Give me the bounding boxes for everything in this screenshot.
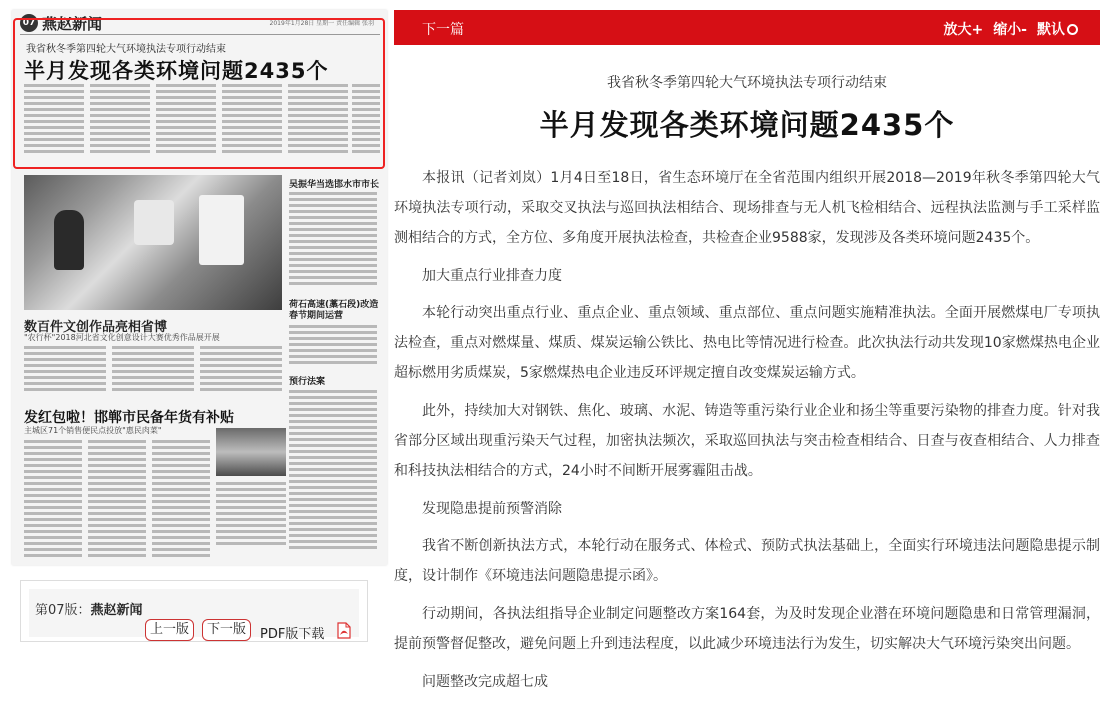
text-column: [156, 84, 216, 156]
article-subheading: 发现隐患提前预警消除: [422, 501, 562, 517]
newspaper-photo: [216, 428, 286, 476]
text-column: [200, 346, 282, 394]
article-paragraph: 本报讯（记者刘岚）1月4日至18日，省生态环境厅在全省范围内组织开展2018—2019年秋冬季第四轮大气环境执法专项行动，采取交叉执法与巡回执法相结合、现场排查与无人机飞检相结合、远程执法监测与手工采样监测相结合的方式，全方位、多角度开展执法检查，共检查企业9588家，发现涉及各类环境问题2435个。: [394, 170, 1100, 246]
article-subheading: 加大重点行业排查力度: [422, 268, 562, 284]
zoom-out-button[interactable]: 缩小-: [993, 22, 1027, 38]
edition-label: [35, 599, 143, 618]
prev-edition-button[interactable]: 上一版: [145, 619, 194, 641]
newspaper-story-headline: 发红包啦！邯郸市民备年货有补贴: [24, 410, 234, 426]
text-column: [289, 192, 377, 288]
text-column: [289, 390, 377, 552]
article-kicker: 我省秋冬季第四轮大气环境执法专项行动结束: [607, 75, 887, 91]
newspaper-page-image[interactable]: [12, 10, 387, 565]
newspaper-logo-text: 燕赵新闻: [42, 15, 103, 33]
newspaper-story-subhead: 主城区71个销售便民点投放"惠民肉菜": [24, 426, 162, 435]
text-column: [152, 440, 210, 560]
text-column: [216, 482, 286, 548]
article-title: 半月发现各类环境问题2435个: [539, 108, 955, 142]
article-body: [394, 163, 1100, 704]
edition-name: 燕赵新闻: [90, 603, 143, 618]
newspaper-side-headline: 吴振华当选邯水市市长: [289, 180, 380, 190]
newspaper-story-subhead: "农行杯"2018河北省文化创意设计大赛优秀作品展开展: [24, 333, 220, 342]
text-column: [288, 84, 348, 156]
next-edition-button[interactable]: 下一版: [202, 619, 251, 641]
article-paragraph: 我省不断创新执法方式，本轮行动在服务式、体检式、预防式执法基础上，全面实行环境违法问题隐患提示制度，设计制作《环境违法问题隐患提示函》。: [394, 538, 1100, 584]
newspaper-story-headline: 数百件文创作品亮相省博: [24, 320, 168, 335]
newspaper-article-headline: 半月发现各类环境问题2435个: [24, 59, 329, 83]
article-paragraph: 本轮行动突出重点行业、重点企业、重点领域、重点部位、重点问题实施精准执法。全面开展燃煤电厂专项执法检查，重点对燃煤量、煤质、煤炭运输公铁比、热电比等情况进行检查。此次执法行动共发现10家燃煤热电企业超标燃用劣质煤炭，5家燃煤热电企业违反环评规定擅自改变煤炭运输方式。: [394, 305, 1100, 381]
article-toolbar: [394, 10, 1100, 45]
article-paragraph: 行动期间，各执法组指导企业制定问题整改方案164套，为及时发现企业潜在环境问题隐患和日常管理漏洞，提前预警督促整改，避免问题上升到违法程度，以此减少环境违法行为发生，切实解决大气环境污染突出问题。: [394, 606, 1100, 652]
newspaper-logo-icon: 07: [20, 14, 38, 32]
newspaper-side-headline: 荷石高速(藁石段)改造 春节期间运营: [289, 300, 379, 321]
default-size-button[interactable]: [1037, 22, 1078, 38]
next-article-link[interactable]: 下一篇: [422, 22, 464, 38]
zoom-in-button[interactable]: 放大+: [943, 22, 984, 38]
edition-pager: [20, 580, 368, 642]
pager-inner: [29, 589, 359, 642]
newspaper-date-line: 2019年1月28日 星期一 责任编辑 张羽: [269, 20, 374, 27]
pdf-download-link[interactable]: PDF版下载: [260, 627, 325, 642]
text-column: [90, 84, 150, 156]
text-column: [24, 346, 106, 394]
article-paragraph: 此外，持续加大对钢铁、焦化、玻璃、水泥、铸造等重污染行业企业和扬尘等重要污染物的排查力度。针对我省部分区域出现重污染天气过程，加密执法频次，采取巡回执法与突击检查相结合、日查与夜查相结合、人力排查和科技执法相结合的方式，24小时不间断开展雾霾阻击战。: [394, 403, 1100, 479]
newspaper-photo: [24, 175, 282, 310]
text-column: [24, 84, 84, 156]
font-size-controls: [933, 19, 1078, 39]
edition-prefix: 第07版：: [35, 603, 91, 618]
radio-dot-icon: [1067, 24, 1078, 35]
text-column: [88, 440, 146, 560]
newspaper-side-headline: 预行法案: [289, 377, 326, 387]
newspaper-article-kicker: 我省秋冬季第四轮大气环境执法专项行动结束: [26, 44, 226, 55]
article-content: [394, 45, 1100, 690]
text-column: [289, 325, 377, 367]
text-column: [222, 84, 282, 156]
text-column: [352, 84, 380, 156]
text-column: [112, 346, 194, 394]
text-column: [24, 440, 82, 560]
default-size-label: 默认: [1037, 22, 1065, 38]
article-subheading: 问题整改完成超七成: [422, 674, 548, 690]
pdf-file-icon[interactable]: [337, 622, 351, 639]
